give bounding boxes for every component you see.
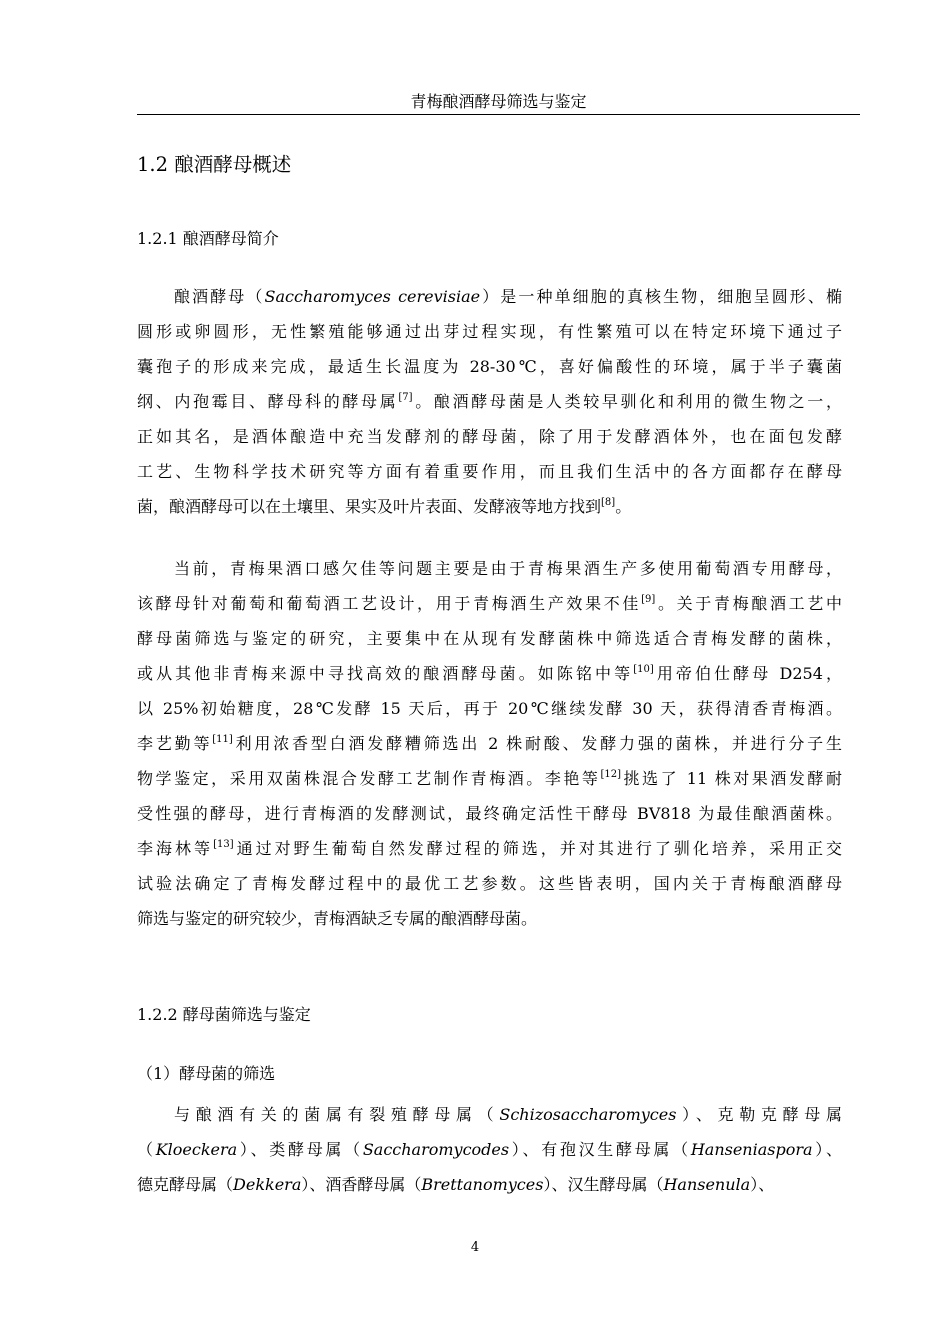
paragraph-intro xyxy=(137,279,867,524)
page-number: 4 xyxy=(470,1240,480,1255)
text-line: 李艺勤等[11]利用浓香型白酒发酵糟筛选出 2 株耐酸、发酵力强的菌株，并进行分子生 xyxy=(137,734,842,753)
text-line: 或从其他非青梅来源中寻找高效的酿酒酵母菌。如陈铭中等[10]用帝伯仕酵母 D254， xyxy=(137,664,842,683)
text-line: 与酿酒有关的菌属有裂殖酵母属（Schizosaccharomyces）、克勒克酵母属 xyxy=(174,1105,842,1124)
text-line: 该酵母针对葡萄和葡萄酒工艺设计，用于青梅酒生产效果不佳[9]。关于青梅酿酒工艺中 xyxy=(137,594,842,613)
subsection-heading-1-2-1: 1.2.1 酿酒酵母简介 xyxy=(137,229,279,248)
text-line: 圆形或卵圆形，无性繁殖能够通过出芽过程实现，有性繁殖可以在特定环境下通过子 xyxy=(137,322,842,341)
text-line: 受性强的酵母，进行青梅酒的发酵测试，最终确定活性干酵母 BV818 为最佳酿酒菌株。 xyxy=(137,804,842,823)
text-line: 李海林等[13]通过对野生葡萄自然发酵过程的筛选，并对其进行了驯化培养，采用正交 xyxy=(137,839,842,858)
text-line: （Kloeckera）、类酵母属（Saccharomycodes）、有孢汉生酵母属（Hanseniaspora）、 xyxy=(137,1140,842,1159)
text-line: 德克酵母属（Dekkera）、酒香酵母属（Brettanomyces）、汉生酵母属（Hansenula）、 xyxy=(137,1175,775,1194)
taxon-name: Saccharomyces cerevisiae xyxy=(264,287,481,306)
taxon-name: Brettanomyces xyxy=(421,1175,544,1194)
running-header-title: 青梅酿酒酵母筛选与鉴定 xyxy=(410,92,587,111)
text-line: 正如其名，是酒体酿造中充当发酵剂的酵母菌，除了用于发酵酒体外，也在面包发酵 xyxy=(137,427,842,446)
citation-ref: [12] xyxy=(600,769,621,780)
taxon-name: Schizosaccharomyces xyxy=(499,1105,677,1124)
list-item-label: （1）酵母菌的筛选 xyxy=(137,1064,276,1083)
text-line: 囊孢子的形成来完成，最适生长温度为 28-30℃，喜好偏酸性的环境，属于半子囊菌 xyxy=(137,357,842,376)
text-line: 当前，青梅果酒口感欠佳等问题主要是由于青梅果酒生产多使用葡萄酒专用酵母， xyxy=(174,559,842,578)
citation-ref: [10] xyxy=(633,664,654,675)
taxon-name: Kloeckera xyxy=(155,1140,238,1159)
taxon-name: Hansenula xyxy=(663,1175,751,1194)
text-line: 筛选与鉴定的研究较少，青梅酒缺乏专属的酿酒酵母菌。 xyxy=(137,909,538,928)
page-header xyxy=(137,86,860,115)
text-line: 以 25%初始糖度，28℃发酵 15 天后，再于 20℃继续发酵 30 天，获得清香青梅酒。 xyxy=(137,699,842,718)
text-line: 酵母菌筛选与鉴定的研究，主要集中在从现有发酵菌株中筛选适合青梅发酵的菌株， xyxy=(137,629,842,648)
text-line: 酿酒酵母（Saccharomyces cerevisiae）是一种单细胞的真核生物，细胞呈圆形、椭 xyxy=(174,287,842,306)
citation-ref: [9] xyxy=(641,594,656,605)
text-line: 试验法确定了青梅发酵过程中的最优工艺参数。这些皆表明，国内关于青梅酿酒酵母 xyxy=(137,874,842,893)
text-line: 工艺、生物科学技术研究等方面有着重要作用，而且我们生活中的各方面都存在酵母 xyxy=(137,462,842,481)
citation-ref: [7] xyxy=(398,392,413,403)
text-line: 菌，酿酒酵母可以在土壤里、果实及叶片表面、发酵液等地方找到[8]。 xyxy=(137,497,632,516)
text-line: 物学鉴定，采用双菌株混合发酵工艺制作青梅酒。李艳等[12]挑选了 11 株对果酒发酵耐 xyxy=(137,769,842,788)
citation-ref: [13] xyxy=(213,839,234,850)
section-heading: 1.2 酿酒酵母概述 xyxy=(137,153,292,176)
subsection-heading-1-2-2: 1.2.2 酵母菌筛选与鉴定 xyxy=(137,1005,311,1024)
text-line: 纲、内孢霉目、酵母科的酵母属[7]。酿酒酵母菌是人类较早驯化和利用的微生物之一， xyxy=(137,392,842,411)
citation-ref: [11] xyxy=(212,734,233,745)
taxon-name: Saccharomycodes xyxy=(362,1140,510,1159)
paragraph-research xyxy=(137,551,867,936)
taxon-name: Dekkera xyxy=(233,1175,302,1194)
citation-ref: [8] xyxy=(601,497,616,508)
taxon-name: Hanseniaspora xyxy=(690,1140,813,1159)
paragraph-genera xyxy=(137,1097,867,1202)
